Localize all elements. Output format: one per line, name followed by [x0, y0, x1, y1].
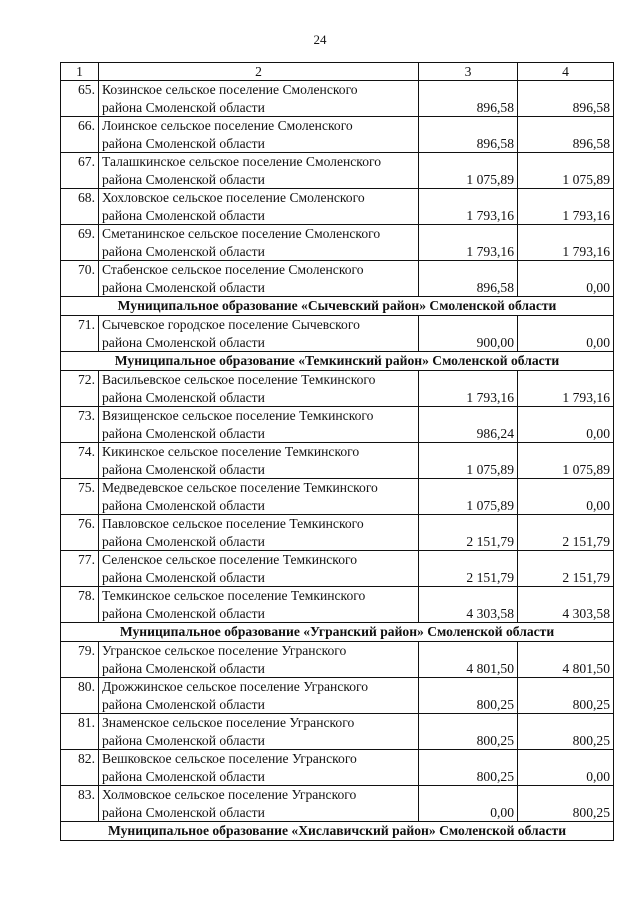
settlement-name — [99, 443, 419, 479]
value-column-4: 800,25 — [518, 678, 614, 714]
table-row — [61, 714, 614, 750]
table-row — [61, 316, 614, 352]
settlement-name-line: Сычевское городское поселение Сычевского — [102, 317, 360, 332]
value-column-3: 800,25 — [419, 678, 518, 714]
value-column-3: 800,25 — [419, 750, 518, 786]
section-title: Муниципальное образование «Темкинский район» Смоленской области — [61, 352, 614, 371]
settlement-name — [99, 117, 419, 153]
section-header-row — [61, 297, 614, 316]
section-title: Муниципальное образование «Хиславичский район» Смоленской области — [61, 822, 614, 841]
settlement-name — [99, 371, 419, 407]
row-number: 80. — [61, 678, 99, 714]
value-column-4: 1 075,89 — [518, 443, 614, 479]
settlement-name-line: Талашкинское сельское поселение Смоленского — [102, 154, 382, 169]
section-header-row — [61, 623, 614, 642]
settlement-name — [99, 678, 419, 714]
settlement-name-line: Знаменское сельское поселение Угранского — [102, 715, 355, 730]
column-header-1: 1 — [61, 63, 99, 81]
settlement-district-line: района Смоленской области — [102, 243, 265, 259]
value-column-4: 896,58 — [518, 117, 614, 153]
column-header-2: 2 — [99, 63, 419, 81]
settlement-name — [99, 479, 419, 515]
settlement-name-line: Хохловское сельское поселение Смоленского — [102, 190, 365, 205]
value-column-4: 1 793,16 — [518, 225, 614, 261]
row-number: 76. — [61, 515, 99, 551]
settlement-district-line: района Смоленской области — [102, 389, 265, 405]
row-number: 75. — [61, 479, 99, 515]
table-row — [61, 551, 614, 587]
page-number: 24 — [313, 32, 327, 47]
table-row — [61, 225, 614, 261]
settlement-district-line: района Смоленской области — [102, 804, 265, 820]
row-number: 68. — [61, 189, 99, 225]
value-column-3: 2 151,79 — [419, 551, 518, 587]
settlement-name-line: Вешковское сельское поселение Угранского — [102, 751, 357, 766]
settlement-name-line: Козинское сельское поселение Смоленского — [102, 82, 358, 97]
table-row — [61, 81, 614, 117]
settlement-district-line: района Смоленской области — [102, 660, 265, 676]
settlement-name-line: Стабенское сельское поселение Смоленского — [102, 262, 364, 277]
settlement-name — [99, 189, 419, 225]
value-column-4: 2 151,79 — [518, 515, 614, 551]
value-column-3: 4 303,58 — [419, 587, 518, 623]
settlement-name — [99, 261, 419, 297]
row-number: 65. — [61, 81, 99, 117]
row-number: 72. — [61, 371, 99, 407]
value-column-4: 0,00 — [518, 316, 614, 352]
table-row — [61, 587, 614, 623]
allocation-table — [60, 62, 614, 841]
settlement-name — [99, 587, 419, 623]
settlement-district-line: района Смоленской области — [102, 768, 265, 784]
settlement-name-line: Васильевское сельское поселение Темкинского — [102, 372, 376, 387]
table-row — [61, 117, 614, 153]
table-row — [61, 407, 614, 443]
table-row — [61, 153, 614, 189]
settlement-district-line: района Смоленской области — [102, 533, 265, 549]
row-number: 83. — [61, 786, 99, 822]
table-row — [61, 786, 614, 822]
settlement-name — [99, 786, 419, 822]
settlement-name-line: Угранское сельское поселение Угранского — [102, 643, 347, 658]
value-column-3: 900,00 — [419, 316, 518, 352]
settlement-district-line: района Смоленской области — [102, 569, 265, 585]
settlement-name-line: Темкинское сельское поселение Темкинского — [102, 588, 366, 603]
table-body — [61, 81, 614, 841]
settlement-name — [99, 714, 419, 750]
table-row — [61, 750, 614, 786]
settlement-name — [99, 407, 419, 443]
settlement-district-line: района Смоленской области — [102, 279, 265, 295]
table-row — [61, 371, 614, 407]
value-column-3: 1 075,89 — [419, 443, 518, 479]
settlement-name-line: Сметанинское сельское поселение Смоленского — [102, 226, 381, 241]
settlement-district-line: района Смоленской области — [102, 696, 265, 712]
settlement-district-line: района Смоленской области — [102, 171, 265, 187]
column-header-3: 3 — [419, 63, 518, 81]
value-column-3: 2 151,79 — [419, 515, 518, 551]
settlement-name — [99, 750, 419, 786]
value-column-4: 896,58 — [518, 81, 614, 117]
value-column-3: 4 801,50 — [419, 642, 518, 678]
settlement-name-line: Холмовское сельское поселение Угранского — [102, 787, 357, 802]
row-number: 73. — [61, 407, 99, 443]
settlement-name — [99, 551, 419, 587]
settlement-district-line: района Смоленской области — [102, 732, 265, 748]
settlement-name-line: Медведевское сельское поселение Темкинского — [102, 480, 378, 495]
value-column-4: 800,25 — [518, 786, 614, 822]
value-column-3: 1 793,16 — [419, 371, 518, 407]
settlement-district-line: района Смоленской области — [102, 497, 265, 513]
section-title: Муниципальное образование «Угранский район» Смоленской области — [61, 623, 614, 642]
section-title: Муниципальное образование «Сычевский район» Смоленской области — [61, 297, 614, 316]
header-row — [61, 63, 614, 81]
value-column-4: 1 075,89 — [518, 153, 614, 189]
settlement-name — [99, 515, 419, 551]
settlement-name — [99, 225, 419, 261]
value-column-3: 1 075,89 — [419, 479, 518, 515]
value-column-4: 800,25 — [518, 714, 614, 750]
row-number: 78. — [61, 587, 99, 623]
settlement-name — [99, 81, 419, 117]
settlement-name-line: Лоинское сельское поселение Смоленского — [102, 118, 353, 133]
value-column-4: 4 303,58 — [518, 587, 614, 623]
value-column-4: 1 793,16 — [518, 189, 614, 225]
table-row — [61, 261, 614, 297]
value-column-4: 0,00 — [518, 750, 614, 786]
value-column-3: 1 075,89 — [419, 153, 518, 189]
settlement-name-line: Селенское сельское поселение Темкинского — [102, 552, 358, 567]
settlement-district-line: района Смоленской области — [102, 99, 265, 115]
column-header-4: 4 — [518, 63, 614, 81]
settlement-district-line: района Смоленской области — [102, 135, 265, 151]
table-row — [61, 189, 614, 225]
settlement-name — [99, 316, 419, 352]
value-column-3: 1 793,16 — [419, 225, 518, 261]
table-row — [61, 678, 614, 714]
value-column-3: 0,00 — [419, 786, 518, 822]
section-header-row — [61, 352, 614, 371]
table-row — [61, 479, 614, 515]
settlement-name-line: Вязищенское сельское поселение Темкинского — [102, 408, 374, 423]
row-number: 77. — [61, 551, 99, 587]
row-number: 79. — [61, 642, 99, 678]
value-column-4: 0,00 — [518, 479, 614, 515]
value-column-4: 1 793,16 — [518, 371, 614, 407]
value-column-4: 0,00 — [518, 407, 614, 443]
row-number: 66. — [61, 117, 99, 153]
settlement-district-line: района Смоленской области — [102, 207, 265, 223]
settlement-name-line: Кикинское сельское поселение Темкинского — [102, 444, 360, 459]
value-column-3: 986,24 — [419, 407, 518, 443]
value-column-3: 896,58 — [419, 117, 518, 153]
row-number: 74. — [61, 443, 99, 479]
value-column-3: 800,25 — [419, 714, 518, 750]
settlement-name-line: Дрожжинское сельское поселение Угранского — [102, 679, 369, 694]
row-number: 71. — [61, 316, 99, 352]
row-number: 81. — [61, 714, 99, 750]
value-column-3: 896,58 — [419, 261, 518, 297]
table-row — [61, 443, 614, 479]
value-column-3: 896,58 — [419, 81, 518, 117]
settlement-district-line: района Смоленской области — [102, 334, 265, 350]
value-column-4: 2 151,79 — [518, 551, 614, 587]
value-column-3: 1 793,16 — [419, 189, 518, 225]
row-number: 69. — [61, 225, 99, 261]
settlement-name — [99, 153, 419, 189]
section-header-row — [61, 822, 614, 841]
row-number: 82. — [61, 750, 99, 786]
value-column-4: 4 801,50 — [518, 642, 614, 678]
settlement-district-line: района Смоленской области — [102, 605, 265, 621]
row-number: 70. — [61, 261, 99, 297]
table-row — [61, 642, 614, 678]
settlement-name-line: Павловское сельское поселение Темкинского — [102, 516, 364, 531]
settlement-district-line: района Смоленской области — [102, 425, 265, 441]
row-number: 67. — [61, 153, 99, 189]
value-column-4: 0,00 — [518, 261, 614, 297]
settlement-district-line: района Смоленской области — [102, 461, 265, 477]
table-row — [61, 515, 614, 551]
settlement-name — [99, 642, 419, 678]
